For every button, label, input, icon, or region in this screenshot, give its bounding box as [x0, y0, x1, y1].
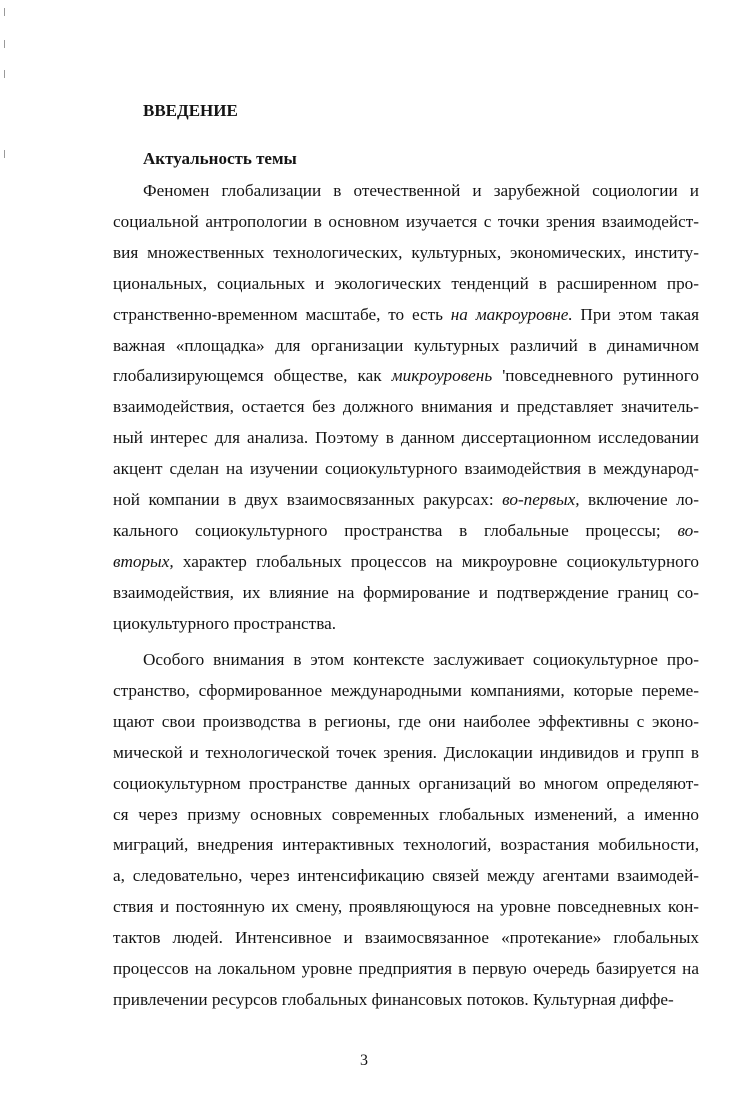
text: 'повседневного рутинного — [492, 366, 699, 386]
paragraph-line — [113, 743, 699, 763]
paragraph-line — [113, 805, 699, 825]
paragraph-line — [113, 583, 699, 603]
paragraph-line — [113, 521, 699, 541]
text: кального социокультурного пространства в глобальные процессы; — [113, 520, 678, 540]
paragraph-line — [113, 681, 699, 701]
paragraph-line — [113, 990, 699, 1010]
paragraph-line — [113, 305, 699, 325]
text: привлечении ресурсов глобальных финансовых потоков. Культурная диффе- — [113, 989, 674, 1009]
text: мической и технологической точек зрения. Дислокации индивидов и групп в — [113, 742, 699, 762]
text: циокультурного пространства. — [113, 613, 337, 633]
text: социальной антропологии в основном изучается с точки зрения взаимодейст- — [113, 211, 699, 231]
paragraph-line — [113, 490, 699, 510]
text: процессов на локальном уровне предприятия в первую очередь базируется на — [113, 959, 699, 978]
paragraph-line — [113, 835, 699, 855]
text: социокультурном пространстве данных организаций во многом определяют- — [113, 773, 699, 793]
text: важная «площадка» для организации культурных различий в динамичном — [113, 335, 699, 355]
paragraph-line — [113, 866, 699, 886]
paragraph-line — [113, 428, 699, 448]
text: а, следовательно, через интенсификацию связей между агентами взаимодей- — [113, 866, 699, 886]
text: щают свои производства в регионы, где они наиболее эффективны с эконо- — [113, 711, 699, 731]
paragraph-line — [113, 212, 699, 232]
paragraph-line — [113, 614, 699, 634]
page-heading: ВВЕДЕНИЕ — [143, 101, 238, 120]
text: вия множественных технологических, культурных, экономических, институ- — [113, 242, 699, 262]
text: странственно-временном масштабе, то есть — [113, 304, 451, 324]
text: взаимодействия, их влияние на формирование и подтверждение границ со- — [113, 582, 699, 602]
page-number: 3 — [360, 1052, 368, 1069]
text: миграций, внедрения интерактивных технологий, возрастания мобильности, — [113, 835, 699, 855]
text: характер глобальных процессов на микроуровне социокультурного — [173, 551, 699, 571]
paragraph-line — [113, 459, 699, 479]
scan-artifact — [4, 150, 8, 158]
text: взаимодействия, остается без должного внимания и представляет значитель- — [113, 397, 699, 417]
italic-text: во- — [677, 520, 699, 540]
italic-text: во-первых, — [502, 490, 580, 509]
text: При этом такая — [572, 304, 699, 324]
paragraph-line — [113, 959, 699, 979]
paragraph-line — [113, 274, 699, 294]
paragraph-line — [113, 397, 699, 417]
text: ся через призму основных современных глобальных изменений, а именно — [113, 804, 699, 824]
paragraph-line — [143, 181, 699, 201]
text: циональных, социальных и экологических тенденций в расширенном про- — [113, 273, 699, 293]
text: акцент сделан на изучении социокультурного взаимодействия в международ- — [113, 459, 699, 479]
paragraph-line — [113, 552, 699, 572]
text: ной компании в двух взаимосвязанных ракурсах: — [113, 490, 503, 509]
paragraph-line — [113, 336, 699, 356]
paragraph-line — [113, 243, 699, 263]
section-subheading: Актуальность темы — [143, 149, 297, 168]
text: тактов людей. Интенсивное и взаимосвязанное «протекание» глобальных — [113, 928, 699, 948]
text: глобализирующемся обществе, как — [113, 366, 392, 386]
text: странство, сформированное международными компаниями, которые переме- — [113, 680, 699, 700]
text: ный интерес для анализа. Поэтому в данном диссертационном исследовании — [113, 428, 699, 448]
paragraph-line — [113, 774, 699, 794]
italic-text: на макроуровне. — [450, 304, 573, 324]
paragraph-line — [113, 712, 699, 732]
text: Особого внимания в этом контексте заслуживает социокультурное про- — [143, 650, 699, 669]
scan-artifact — [4, 8, 8, 16]
paragraph-line — [113, 366, 699, 386]
italic-text: вторых, — [113, 551, 174, 571]
text: ствия и постоянную их смену, проявляющуюся на уровне повседневных кон- — [113, 897, 699, 917]
paragraph-line — [113, 928, 699, 948]
text: включение ло- — [579, 490, 700, 509]
paragraph-line — [143, 650, 699, 670]
text: Феномен глобализации в отечественной и зарубежной социологии и — [143, 181, 699, 200]
scan-artifact — [4, 70, 8, 78]
paragraph-line — [113, 897, 699, 917]
scan-artifact — [4, 40, 8, 48]
italic-text: микроуровень — [391, 366, 493, 386]
